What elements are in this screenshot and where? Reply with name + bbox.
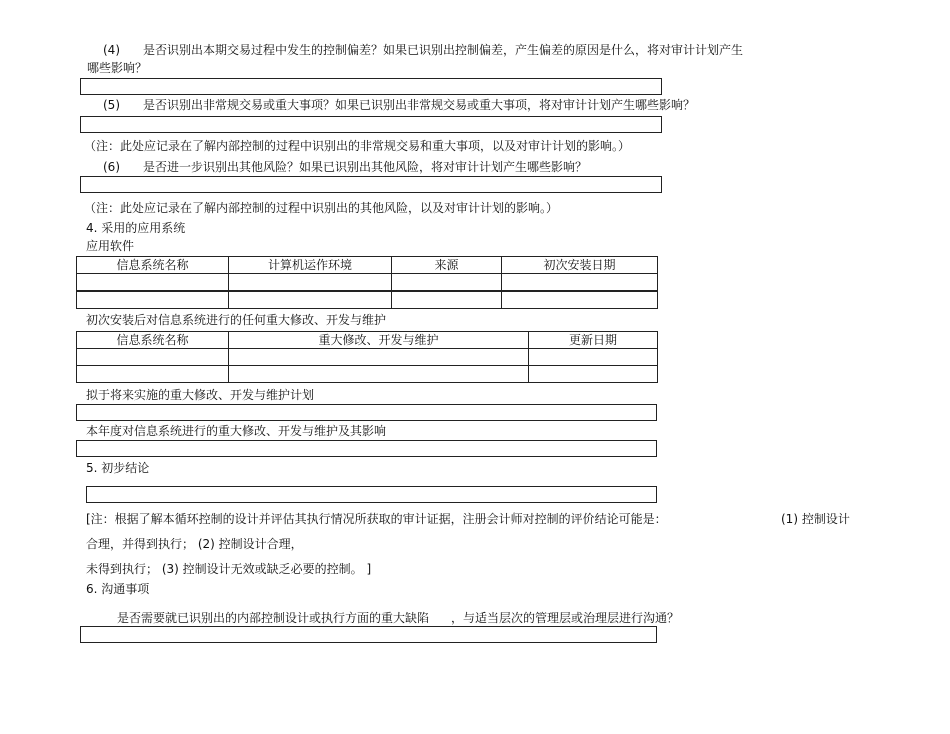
table-cell[interactable] [77, 366, 229, 383]
conclusion-field[interactable] [86, 486, 657, 503]
annual-modification-label: 本年度对信息系统进行的重大修改、开发与维护及其影响 [86, 424, 387, 438]
table-cell[interactable] [77, 291, 229, 309]
table-header-row [77, 332, 658, 349]
table-cell[interactable] [392, 274, 502, 292]
q4-question-line1: 是否识别出本期交易过程中发生的控制偏差？如果已识别出控制偏差，产生偏差的原因是什么，将对审计计划产生 [143, 43, 744, 57]
table-cell[interactable] [529, 366, 658, 383]
table-row [77, 349, 658, 366]
table-cell[interactable] [229, 291, 392, 309]
section5-note-line3: 未得到执行； (3) 控制设计无效或缺乏必要的控制。 ] [86, 562, 372, 576]
section5-note-option1: (1) 控制设计 [781, 512, 850, 526]
app-software-table [76, 256, 658, 309]
q4-text [103, 43, 743, 57]
section5-note-line2: 合理，并得到执行； (2) 控制设计合理， [86, 537, 303, 551]
q6-answer-field[interactable] [80, 176, 662, 193]
section5-note-line1: [注：根据了解本循环控制的设计并评估其执行情况所获取的审计证据，注册会计师对控制的评价结论可能是： [86, 512, 667, 526]
table-header-cell: 初次安装日期 [502, 257, 658, 274]
modification-table [76, 331, 658, 383]
table-header-cell: 信息系统名称 [77, 332, 229, 349]
table-row [77, 366, 658, 383]
q4-number: (4) [103, 43, 120, 57]
annual-modification-field[interactable] [76, 440, 657, 457]
section6-title: 6. 沟通事项 [86, 582, 150, 596]
table-header-cell: 来源 [392, 257, 502, 274]
table-cell[interactable] [529, 349, 658, 366]
communication-field[interactable] [80, 626, 657, 643]
table-header-cell: 更新日期 [529, 332, 658, 349]
section5-title: 5. 初步结论 [86, 461, 150, 475]
table-cell[interactable] [229, 366, 529, 383]
q5-note: （注：此处应记录在了解内部控制的过程中识别出的非常规交易和重大事项，以及对审计计划的影响。） [84, 139, 631, 153]
q6-text [103, 160, 587, 174]
table-cell[interactable] [77, 274, 229, 292]
q6-number: (6) [103, 160, 120, 174]
section6-question-part2: ，与适当层次的管理层或治理层进行沟通？ [451, 611, 680, 625]
table-header-cell: 重大修改、开发与维护 [229, 332, 529, 349]
table-cell[interactable] [392, 291, 502, 309]
table-cell[interactable] [502, 291, 658, 309]
table-cell[interactable] [77, 349, 229, 366]
section6-question [117, 611, 679, 625]
section4-subtitle: 应用软件 [86, 239, 135, 253]
table-cell[interactable] [229, 349, 529, 366]
q5-answer-field[interactable] [80, 116, 662, 133]
q5-number: (5) [103, 98, 120, 112]
q4-answer-field[interactable] [80, 78, 662, 95]
section4-title: 4. 采用的应用系统 [86, 221, 186, 235]
future-plan-label: 拟于将来实施的重大修改、开发与维护计划 [86, 388, 315, 402]
modification-label: 初次安装后对信息系统进行的任何重大修改、开发与维护 [86, 313, 387, 327]
table-row [77, 274, 658, 292]
table-cell[interactable] [502, 274, 658, 292]
table-header-row [77, 257, 658, 274]
q5-question: 是否识别出非常规交易或重大事项？如果已识别出非常规交易或重大事项，将对审计计划产生哪些影响？ [143, 98, 696, 112]
q6-question: 是否进一步识别出其他风险？如果已识别出其他风险，将对审计计划产生哪些影响？ [143, 160, 588, 174]
table-header-cell: 计算机运作环境 [229, 257, 392, 274]
future-plan-field[interactable] [76, 404, 657, 421]
table-row [77, 291, 658, 309]
q4-question-line2: 哪些影响？ [87, 61, 148, 75]
q5-text [103, 98, 695, 112]
section6-question-part1: 是否需要就已识别出的内部控制设计或执行方面的重大缺陷 [117, 611, 430, 625]
table-cell[interactable] [229, 274, 392, 292]
q6-note: （注：此处应记录在了解内部控制的过程中识别出的其他风险，以及对审计计划的影响。） [84, 201, 559, 215]
table-header-cell: 信息系统名称 [77, 257, 229, 274]
